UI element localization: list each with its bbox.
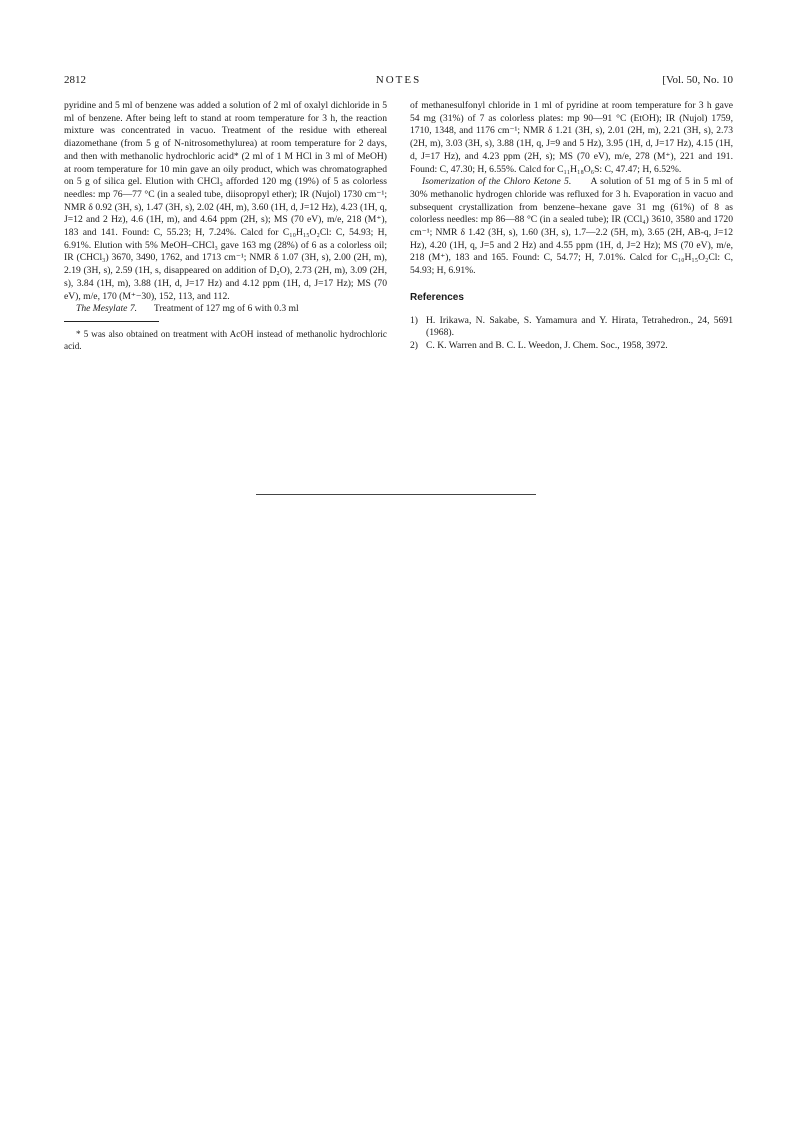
mesylate-paragraph <box>64 303 387 316</box>
isomerization-paragraph <box>410 176 733 278</box>
mesylate-text: Treatment of 127 mg of 6 with 0.3 ml <box>153 303 299 315</box>
right-column <box>410 100 733 353</box>
reference-number: 1) <box>410 314 418 326</box>
references-list <box>410 315 733 353</box>
experimental-paragraph: pyridine and 5 ml of benzene was added a solution of 2 ml of oxalyl dichloride in 5 ml of benzene. After being left to stand at room temperature for 3 h, the reaction mixture was concentrated in vacuo. Treatment of the residue with ethereal diazomethane (from 5 g of N-nitrosomethylurea) at room temperature for 2 days, and then with methanolic hydrochloric acid* (2 ml of 1 M HCl in 3 ml of MeOH) at room temperature for 10 min gave an oily product, which was chromatographed on 5 g of silica gel. Elution with CHCl₃ afforded 120 mg (19%) of 5 as colorless needles: mp 76—77 °C (in a sealed tube, diisopropyl ether); IR (Nujol) 1730 cm⁻¹; NMR δ 0.92 (3H, s), 1.47 (3H, s), 2.02 (4H, m), 3.60 (1H, d, J=12 Hz), 4.23 (1H, q, J=12 and 2 Hz), 4.6 (1H, m), and 4.64 ppm (2H, s); MS (70 eV), m/e, 218 (M⁺), 183 and 141. Found: C, 55.23; H, 7.24%. Calcd for C₁₀H₁₅O₂Cl: C, 54.93; H, 6.91%. Elution with 5% MeOH–CHCl₃ gave 163 mg (28%) of 6 as a colorless oil; IR (CHCl₃) 3670, 3490, 1762, and 1713 cm⁻¹; NMR δ 1.07 (3H, s), 2.00 (2H, m), 2.19 (3H, s), 2.59 (1H, s, disappeared on addition of D₂O), 2.73 (2H, m), 3.09 (2H, s), 3.84 (1H, m), 3.88 (1H, d, J=17 Hz) and 4.12 ppm (1H, d, J=17 Hz); MS (70 eV), m/e, 170 (M⁺−30), 152, 113, and 112. <box>64 100 387 302</box>
isomerization-heading: Isomerization of the Chloro Ketone 5. <box>422 176 572 188</box>
mesylate-continued-paragraph: of methanesulfonyl chloride in 1 ml of pyridine at room temperature for 3 h gave 54 mg (31%) of 7 as colorless plates: mp 90—91 °C (EtOH); IR (Nujol) 1759, 1710, 1348, and 1176 cm⁻¹; NMR δ 1.21 (3H, s), 2.01 (2H, m), 2.21 (3H, s), 2.73 (2H, m), 3.03 (3H, s), 3.88 (1H, q, J=9 and 5 Hz), 3.95 (1H, d, J=17 Hz), 4.15 (1H, d, J=17 Hz), and 4.23 ppm (2H, s); MS (70 eV), m/e, 278 (M⁺), 221 and 191. Found: C, 47.30; H, 6.55%. Calcd for C₁₁H₁₈O₆S: C, 47.47; H, 6.52%. <box>410 100 733 175</box>
reference-item <box>410 340 733 353</box>
reference-item <box>410 315 733 340</box>
footnote-divider <box>64 321 159 322</box>
page-number: 2812 <box>64 74 86 86</box>
section-title: NOTES <box>375 74 422 86</box>
reference-text: H. Irikawa, N. Sakabe, S. Yamamura and Y. Hirata, Tetrahedron., 24, 5691 (1968). <box>426 314 733 339</box>
left-column <box>64 100 387 352</box>
end-of-article-rule <box>256 494 536 495</box>
page-header <box>64 74 733 88</box>
isomerization-text: A solution of 51 mg of 5 in 5 ml of 30% methanolic hydrogen chloride was refluxed for 3 h. Evaporation in vacuo and subsequent crystallization from benzene–hexane gave 31 mg (61%) of 8 as colorless needles: mp 86—88 °C (in a sealed tube); IR (CCl₄) 3610, 3580 and 1720 cm⁻¹; NMR δ 1.42 (3H, s), 1.60 (3H, s), 1.7—2.2 (5H, m), 3.65 (2H, AB-q, J=12 Hz), 4.20 (1H, q, J=5 and 2 Hz) and 4.55 ppm (1H, d, J=2 Hz); MS (70 eV), m/e, 218 (M⁺), 183 and 165. Found: C, 54.77; H, 7.01%. Calcd for C₁₀H₁₅O₂Cl: C, 54.93; H, 6.91%. <box>410 176 734 277</box>
references-heading: References <box>410 291 464 303</box>
reference-text: C. K. Warren and B. C. L. Weedon, J. Chem. Soc., 1958, 3972. <box>426 339 668 351</box>
reference-number: 2) <box>410 339 418 351</box>
journal-volume: [Vol. 50, No. 10 <box>662 74 733 86</box>
footnote: * 5 was also obtained on treatment with AcOH instead of methanolic hydrochloric acid. <box>64 328 387 351</box>
mesylate-heading: The Mesylate 7. <box>76 303 138 315</box>
